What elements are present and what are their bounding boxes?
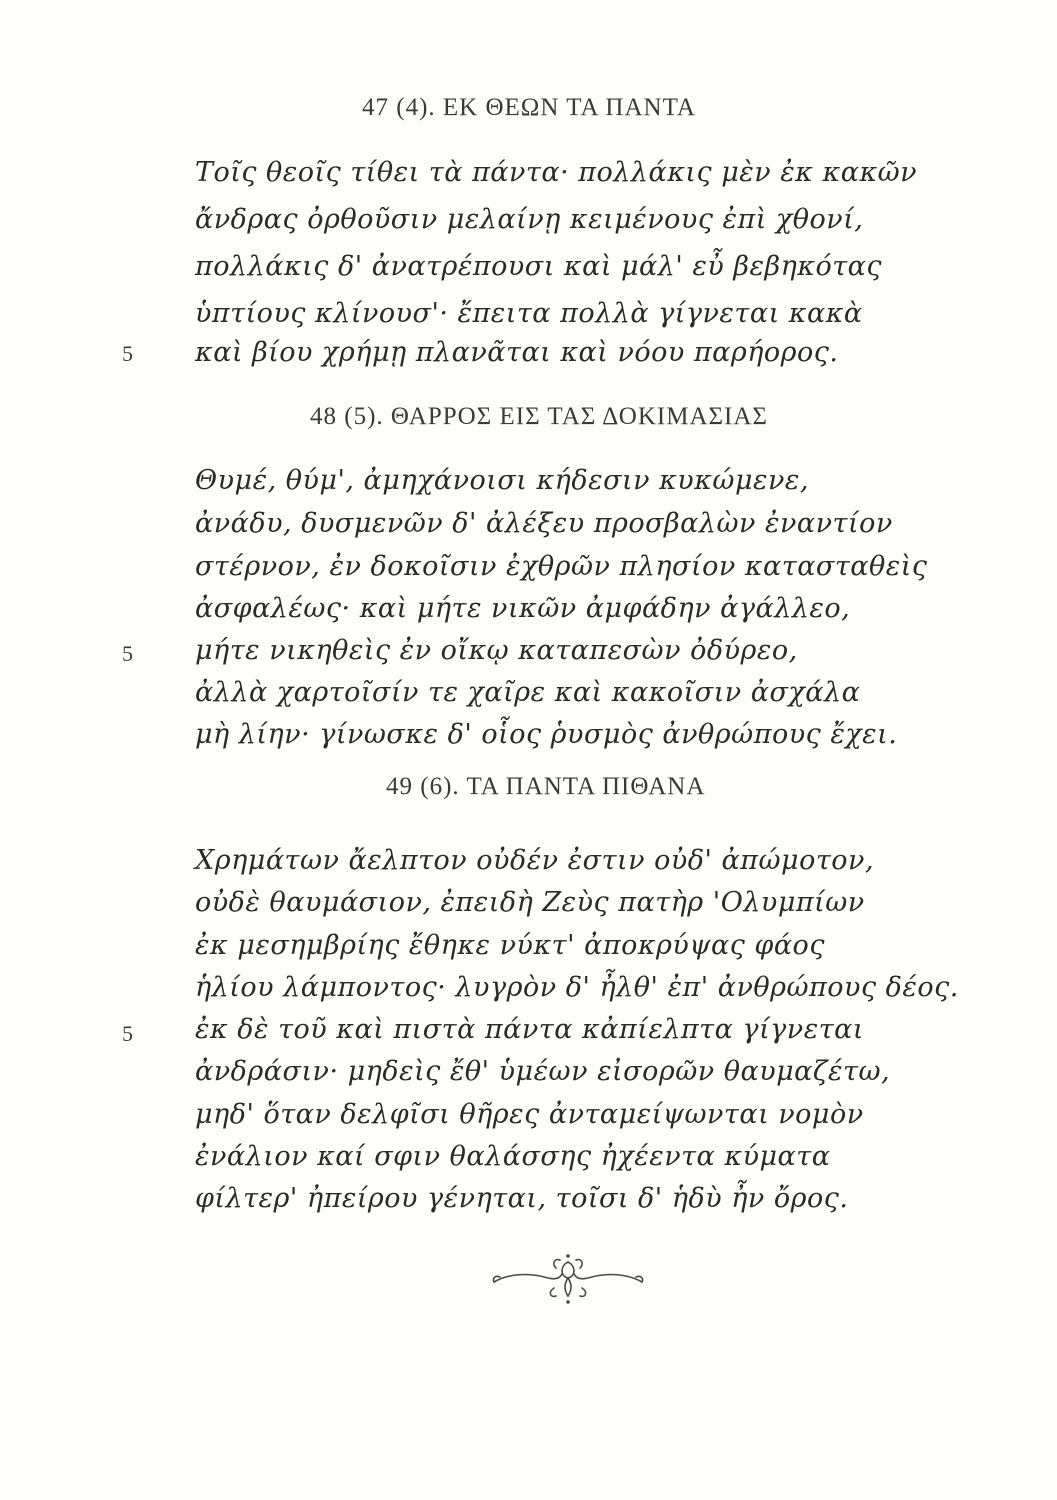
poem-49-line-1: Χρημάτων ἄελπτον οὐδέν ἐστιν οὐδ' ἀπώμοτον,: [195, 845, 875, 876]
poem-47-line-number: 5: [122, 341, 133, 366]
poem-49-line-8: ἐνάλιον καί σφιν θαλάσσης ἠχέεντα κύματα: [195, 1141, 831, 1172]
poem-49-line-5: ἐκ δὲ τοῦ καὶ πιστὰ πάντα κἀπίελπτα γίγνεται: [195, 1014, 864, 1045]
decorative-scroll-ornament: [488, 1248, 648, 1308]
poem-49-line-9: φίλτερ' ἠπείρου γένηται, τοῖσι δ' ἡδὺ ἦν ὄρος.: [195, 1183, 849, 1214]
poem-49-line-3: ἐκ μεσημβρίης ἔθηκε νύκτ' ἀποκρύψας φάος: [195, 930, 825, 961]
poem-48-line-3: στέρνον, ἐν δοκοῖσιν ἐχθρῶν πλησίον κατασταθεὶς: [195, 551, 928, 582]
poem-47-line-1: Τοῖς θεοῖς τίθει τὰ πάντα· πολλάκις μὲν ἐκ κακῶν: [195, 157, 918, 188]
poem-49-line-number: 5: [122, 1021, 133, 1046]
poem-49-line-6: ἀνδράσιν· μηδεὶς ἔθ' ὑμέων εἰσορῶν θαυμαζέτω,: [195, 1056, 891, 1087]
poem-48-line-5: μήτε νικηθεὶς ἐν οἴκῳ καταπεσὼν ὀδύρεο,: [195, 635, 798, 666]
poem-49-line-4: ἡλίου λάμποντος· λυγρὸν δ' ἦλθ' ἐπ' ἀνθρώπους δέος.: [195, 972, 959, 1003]
poem-48-line-7: μὴ λίην· γίνωσκε δ' οἷος ῥυσμὸς ἀνθρώπους ἔχει.: [195, 719, 898, 750]
poem-48-line-4: ἀσφαλέως· καὶ μήτε νικῶν ἀμφάδην ἀγάλλεο,: [195, 593, 851, 624]
poem-47-line-5: καὶ βίου χρήμῃ πλανᾶται καὶ νόου παρήορος.: [195, 337, 839, 368]
poem-48-heading: 48 (5). ΘΑΡΡΟΣ ΕΙΣ ΤΑΣ ΔΟΚΙΜΑΣΙΑΣ: [310, 403, 768, 430]
poem-47-heading: 47 (4). ΕΚ ΘΕΩΝ ΤΑ ΠΑΝΤΑ: [362, 94, 696, 121]
poem-47-line-4: ὑπτίους κλίνουσ'· ἔπειτα πολλὰ γίγνεται κακὰ: [195, 298, 863, 329]
poem-47-line-3: πολλάκις δ' ἀνατρέπουσι καὶ μάλ' εὖ βεβηκότας: [195, 251, 883, 282]
poem-47-line-2: ἄνδρας ὀρθοῦσιν μελαίνῃ κειμένους ἐπὶ χθονί,: [195, 204, 864, 235]
poem-48-line-2: ἀνάδυ, δυσμενῶν δ' ἀλέξευ προσβαλὼν ἐναντίον: [195, 508, 893, 539]
poem-49-line-2: οὐδὲ θαυμάσιον, ἐπειδὴ Ζεὺς πατὴρ 'Ολυμπίων: [195, 887, 865, 918]
poem-48-line-number: 5: [122, 641, 133, 666]
poem-49-heading: 49 (6). ΤΑ ΠΑΝΤΑ ΠΙΘΑΝΑ: [386, 773, 706, 800]
poem-48-line-6: ἀλλὰ χαρτοῖσίν τε χαῖρε καὶ κακοῖσιν ἀσχάλα: [195, 677, 861, 708]
poem-49-line-7: μηδ' ὅταν δελφῖσι θῆρες ἀνταμείψωνται νομὸν: [195, 1099, 864, 1130]
poem-48-line-1: Θυμέ, θύμ', ἀμηχάνοισι κήδεσιν κυκώμενε,: [195, 465, 809, 496]
